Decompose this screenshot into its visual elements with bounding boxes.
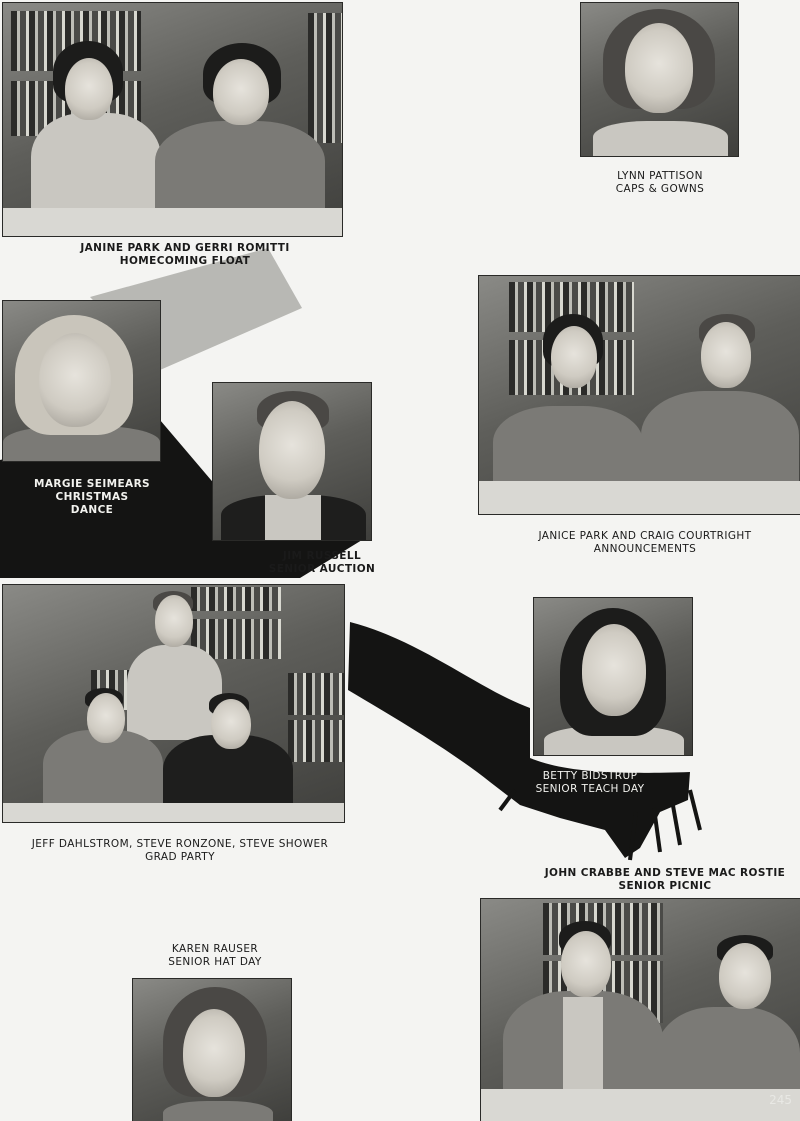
caption-lynn [570,170,750,196]
caption-activity: GRAD PARTY [145,851,215,863]
photo-margie [2,300,161,462]
photo-betty [533,597,693,756]
caption-names: BETTY BIDSTRUP [542,770,638,782]
caption-janice-craig [510,530,780,556]
caption-activity: SENIOR HAT DAY [168,956,262,968]
caption-activity: CAPS & GOWNS [615,183,705,195]
caption-activity: HOMECOMING FLOAT [119,255,251,267]
caption-names: KAREN RAUSER [171,943,259,955]
caption-activity: SENIOR PICNIC [618,880,712,892]
caption-margie [12,478,172,517]
caption-names: JEFF DAHLSTROM, STEVE RONZONE, STEVE SHOWER [31,838,329,850]
caption-karen [140,943,290,969]
page-number: 245 [769,1093,792,1107]
photo-janice-craig [478,275,800,515]
photo-jim [212,382,372,541]
caption-activity-cont: DANCE [70,504,114,516]
caption-jeff-steve-steve [20,838,340,864]
photo-karen [132,978,292,1121]
photo-jeff-steve-steve [2,584,345,823]
caption-janine-gerri [60,242,310,268]
caption-activity: CHRISTMAS [55,491,129,503]
caption-names: JOHN CRABBE AND STEVE MAC ROSTIE [544,867,786,879]
photo-janine-gerri [2,2,343,237]
caption-names: JIM RUSSELL [282,550,362,562]
caption-names: MARGIE SEIMEARS [33,478,151,490]
caption-names: JANINE PARK AND GERRI ROMITTI [80,242,290,254]
photo-lynn [580,2,739,157]
caption-activity: SENIOR AUCTION [268,563,376,575]
caption-jim [262,550,382,576]
caption-betty [520,770,660,796]
caption-names: LYNN PATTISON [617,170,703,182]
caption-john-steve [530,867,800,893]
caption-names: JANICE PARK AND CRAIG COURTRIGHT [538,530,752,542]
photo-john-steve [480,898,800,1121]
caption-activity: SENIOR TEACH DAY [535,783,645,795]
caption-activity: ANNOUNCEMENTS [593,543,697,555]
